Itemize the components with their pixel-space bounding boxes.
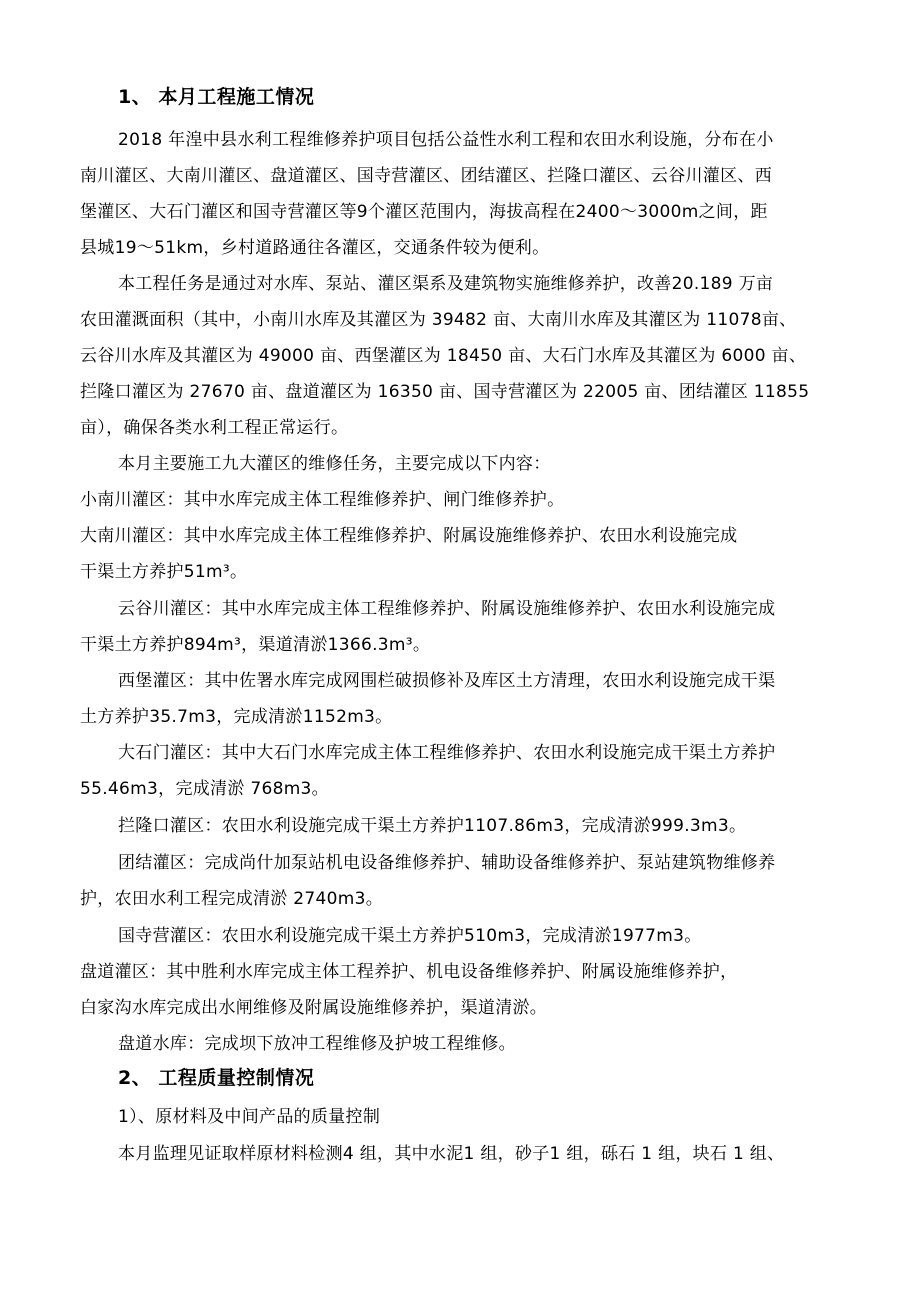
paragraph-3: 本月主要施工九大灌区的维修任务，主要完成以下内容：: [118, 454, 551, 474]
paragraph-1-line-2: 南川灌区、大南川灌区、盘道灌区、国寺营灌区、团结灌区、拦隆口灌区、云谷川灌区、西: [80, 166, 772, 186]
paragraph-1-line-1: 2018 年湟中县水利工程维修养护项目包括公益性水利工程和农田水利设施，分布在小: [118, 130, 774, 150]
xibao-line-1: 西堡灌区：其中佐署水库完成网围栏破损修补及库区土方清理，农田水利设施完成干渠: [118, 671, 776, 691]
pandao-reservoir-item: 盘道水库：完成坝下放冲工程维修及护坡工程维修。: [118, 1034, 516, 1054]
guosiying-item: 国寺营灌区：农田水利设施完成干渠土方养护510m3，完成清淤1977m3。: [118, 926, 702, 946]
section-2-heading: 2、 工程质量控制情况: [118, 1067, 315, 1089]
dashimen-line-2: 55.46m3，完成清淤 768m3。: [80, 779, 329, 799]
danannchuan-line-2: 干渠土方养护51m³。: [80, 562, 248, 582]
danannchuan-line-1: 大南川灌区：其中水库完成主体工程维修养护、附属设施维修养护、农田水利设施完成: [80, 526, 738, 546]
tuanjie-line-2: 护，农田水利工程完成清淤 2740m3。: [80, 889, 384, 909]
xiaonanchuan-item: 小南川灌区：其中水库完成主体工程维修养护、闸门维修养护。: [80, 490, 565, 510]
paragraph-2-line-2: 农田灌溉面积（其中，小南川水库及其灌区为 39482 亩、大南川水库及其灌区为 11078亩、: [80, 310, 797, 330]
section-1-heading: 1、 本月工程施工情况: [118, 86, 315, 108]
xibao-line-2: 土方养护35.7m3，完成清淤1152m3。: [80, 707, 393, 727]
tuanjie-line-1: 团结灌区：完成尚什加泵站机电设备维修养护、辅助设备维修养护、泵站建筑物维修养: [118, 853, 776, 873]
lanlongkou-item: 拦隆口灌区：农田水利设施完成干渠土方养护1107.86m3，完成清淤999.3m3。: [118, 816, 747, 836]
paragraph-2-line-4: 拦隆口灌区为 27670 亩、盘道灌区为 16350 亩、国寺营灌区为 22005 亩、团结灌区 11855: [80, 382, 810, 402]
pandao-line-2: 白家沟水库完成出水闸维修及附属设施维修养护，渠道清淤。: [80, 998, 548, 1018]
dashimen-line-1: 大石门灌区：其中大石门水库完成主体工程维修养护、农田水利设施完成干渠土方养护: [118, 743, 776, 763]
paragraph-2-line-5: 亩），确保各类水利工程正常运行。: [80, 418, 349, 438]
yunguchuan-line-2: 干渠土方养护894m³，渠道清淤1366.3m³。: [80, 635, 431, 655]
paragraph-1-line-4: 县城19～51km，乡村道路通往各灌区，交通条件较为便利。: [80, 238, 550, 258]
yunguchuan-line-1: 云谷川灌区：其中水库完成主体工程维修养护、附属设施维修养护、农田水利设施完成: [118, 599, 776, 619]
paragraph-2-line-3: 云谷川水库及其灌区为 49000 亩、西堡灌区为 18450 亩、大石门水库及其灌区为 6000 亩、: [80, 346, 807, 366]
last-paragraph-line: 本月监理见证取样原材料检测4 组，其中水泥1 组，砂子1 组，砾石 1 组，块石 1 组、: [118, 1144, 785, 1164]
paragraph-2-line-1: 本工程任务是通过对水库、泵站、灌区渠系及建筑物实施维修养护，改善20.189 万亩: [118, 274, 774, 294]
pandao-line-1: 盘道灌区：其中胜利水库完成主体工程养护、机电设备维修养护、附属设施维修养护，: [80, 962, 738, 982]
subsection-1-heading: 1）、原材料及中间产品的质量控制: [118, 1107, 381, 1127]
paragraph-1-line-3: 堡灌区、大石门灌区和国寺营灌区等9个灌区范围内，海拔高程在2400～3000m之间，距: [80, 202, 768, 222]
